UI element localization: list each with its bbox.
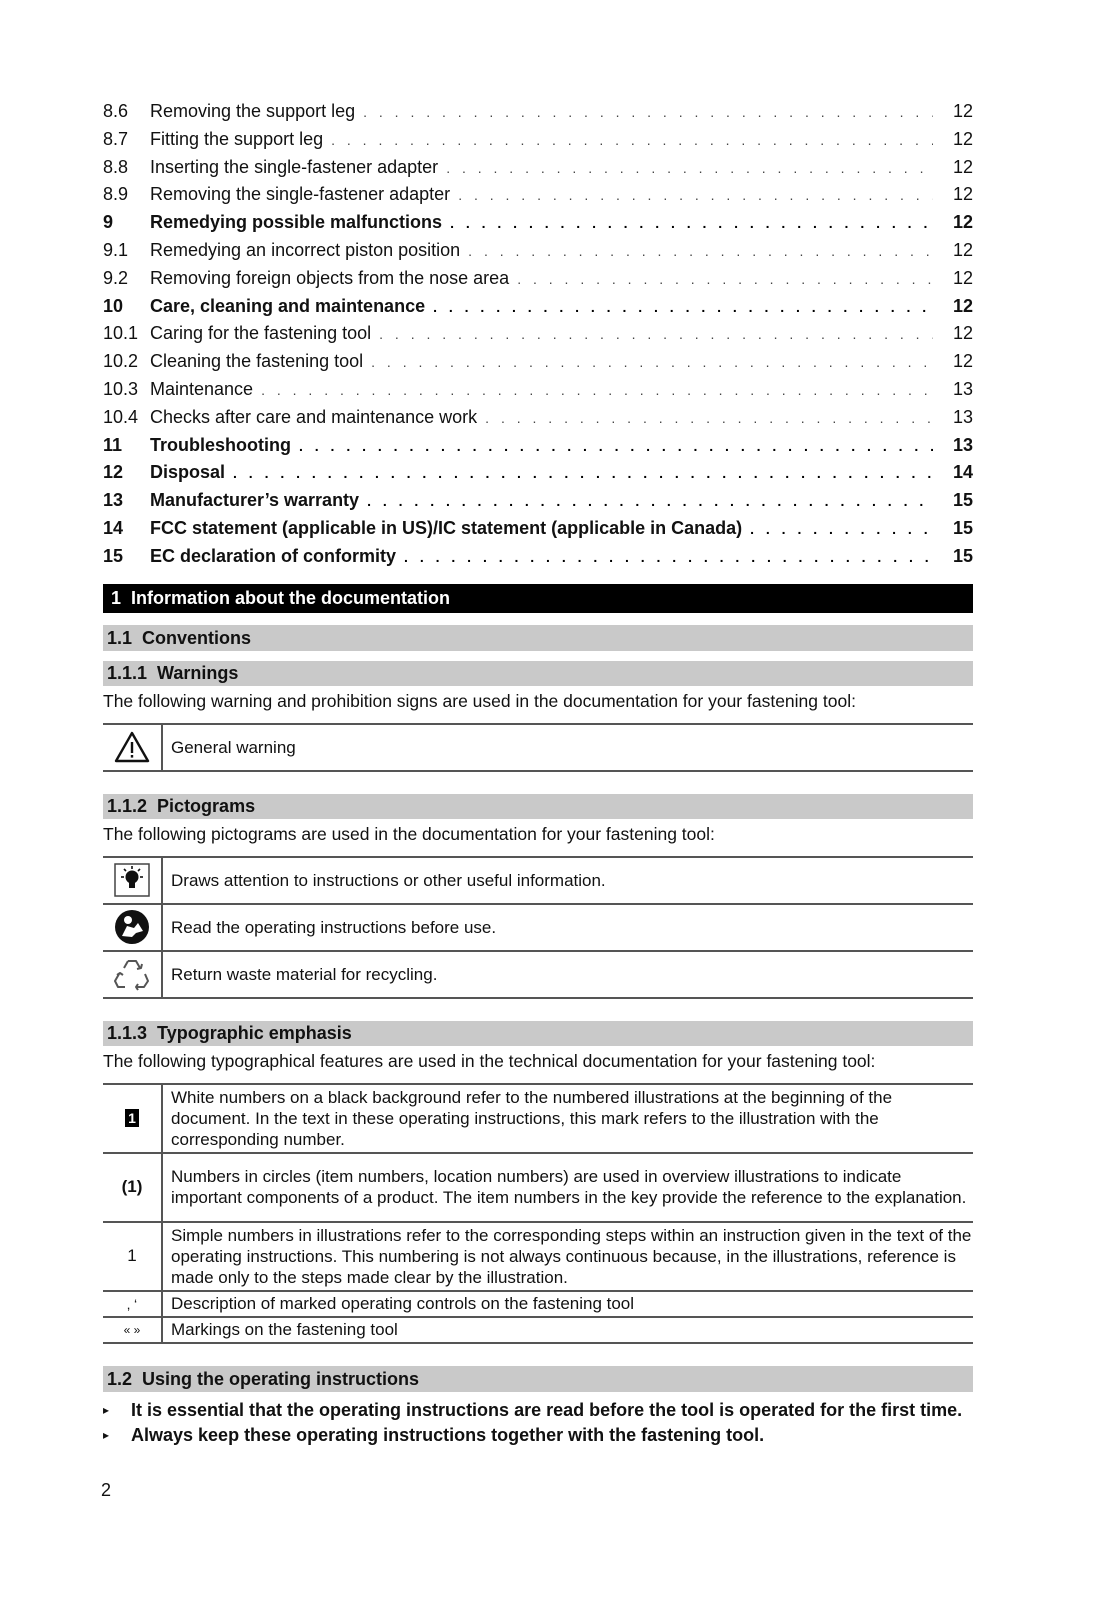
section-heading-1-1 (103, 625, 973, 651)
toc-title: Remedying an incorrect piston position (150, 239, 461, 260)
toc-title: Remedying possible malfunctions (150, 212, 443, 233)
table-row (103, 904, 973, 951)
toc-number: 10.2 (103, 351, 139, 372)
quote-marks-symbol: ‚ ‘ (126, 1295, 138, 1312)
toc-page-number: 12 (952, 323, 973, 344)
toc-number: 14 (103, 517, 124, 538)
toc-entry[interactable] (103, 459, 973, 487)
table-row (103, 951, 973, 998)
toc-title: Inserting the single-fastener adapter (150, 156, 439, 177)
typographic-table (103, 1083, 973, 1344)
lightbulb-icon (114, 863, 150, 897)
toc-page-number: 12 (952, 101, 973, 121)
toc-number: 8.6 (103, 101, 129, 121)
toc-entry[interactable] (103, 376, 973, 404)
toc-page-number: 12 (952, 239, 973, 260)
toc-leader-dots (299, 433, 933, 460)
document-page (103, 98, 973, 1448)
toc-page-number: 12 (952, 128, 973, 149)
toc-entry[interactable] (103, 209, 973, 237)
section-number: 1.1.3 (107, 1022, 148, 1043)
section-title: Typographic emphasis (157, 1022, 352, 1043)
section-number: 1.2 (107, 1368, 133, 1389)
section-title: Information about the documentation (131, 587, 450, 608)
toc-leader-dots (450, 210, 933, 237)
section-heading-1-1-2 (103, 794, 973, 819)
section-title: Pictograms (157, 795, 256, 816)
table-cell: Markings on the fastening tool (162, 1317, 973, 1343)
toc-page-number: 13 (952, 434, 973, 455)
pictograms-intro: The following pictograms are used in the documentation for your fastening tool: (103, 823, 715, 844)
toc-entry[interactable] (103, 154, 973, 182)
toc-entry[interactable] (103, 515, 973, 543)
icon-cell (103, 1084, 162, 1153)
toc-number: 12 (103, 462, 124, 483)
toc-entry[interactable] (103, 487, 973, 515)
toc-page-number: 14 (952, 462, 973, 483)
toc-entry[interactable] (103, 543, 973, 571)
bullet-arrow-icon: ▸ (103, 1402, 110, 1417)
toc-entry[interactable] (103, 404, 973, 432)
toc-leader-dots (379, 321, 933, 348)
toc-page-number: 12 (952, 267, 973, 288)
toc-page-number: 15 (952, 517, 973, 538)
toc-title: Checks after care and maintenance work (150, 406, 478, 427)
toc-page-number: 15 (952, 490, 973, 511)
icon-cell (103, 1153, 162, 1222)
black-number-symbol: 1 (125, 1109, 139, 1127)
toc-page-number: 12 (952, 351, 973, 372)
icon-cell (103, 1222, 162, 1291)
section-number: 1.1 (107, 627, 133, 648)
icon-cell (103, 1317, 162, 1343)
toc-leader-dots (367, 488, 933, 515)
toc-page-number: 12 (952, 156, 973, 177)
toc-page-number: 13 (952, 378, 973, 399)
table-row (103, 1291, 973, 1317)
toc-entry[interactable] (103, 320, 973, 348)
read-manual-icon (114, 909, 150, 945)
pictograms-table (103, 856, 973, 999)
table-of-contents (103, 98, 973, 571)
section-heading-1-1-1 (103, 661, 973, 686)
section-title: Conventions (142, 627, 252, 648)
icon-cell (103, 724, 162, 771)
toc-leader-dots (261, 377, 933, 404)
toc-number: 8.7 (103, 128, 129, 149)
toc-number: 15 (103, 545, 124, 566)
list-item (103, 1423, 973, 1448)
page-number: 2 (101, 1480, 112, 1500)
toc-leader-dots (371, 349, 933, 376)
table-row (103, 1317, 973, 1343)
simple-number-symbol: 1 (127, 1246, 137, 1266)
table-cell: General warning (162, 724, 973, 771)
table-row (103, 724, 973, 771)
typographic-intro: The following typographical features are used in the technical documentation for your fastening tool: (103, 1050, 876, 1071)
toc-entry[interactable] (103, 432, 973, 460)
toc-title: Disposal (150, 462, 226, 483)
bullet-text: Always keep these operating instructions together with the fastening tool. (131, 1424, 765, 1445)
toc-entry[interactable] (103, 181, 973, 209)
instruction-bullets (103, 1398, 973, 1448)
toc-title: Removing the single-fastener adapter (150, 184, 451, 205)
toc-title: Troubleshooting (150, 434, 291, 455)
warnings-table (103, 723, 973, 772)
toc-title: EC declaration of conformity (150, 545, 397, 566)
toc-number: 8.9 (103, 184, 129, 205)
section-number: 1 (111, 587, 122, 608)
table-row (103, 857, 973, 904)
toc-number: 10.3 (103, 378, 139, 399)
bullet-arrow-icon: ▸ (103, 1427, 110, 1442)
section-heading-1 (103, 584, 973, 613)
warnings-intro: The following warning and prohibition signs are used in the documentation for your fastening tool: (103, 690, 856, 711)
section-heading-1-1-3 (103, 1021, 973, 1046)
toc-entry[interactable] (103, 265, 973, 293)
section-title: Using the operating instructions (142, 1368, 420, 1389)
circled-number-symbol: (1) (121, 1177, 143, 1197)
toc-number: 11 (103, 434, 123, 455)
table-row (103, 1084, 973, 1153)
toc-leader-dots (331, 127, 933, 154)
toc-entry[interactable] (103, 237, 973, 265)
toc-title: Fitting the support leg (150, 128, 324, 149)
toc-page-number: 12 (952, 184, 973, 205)
toc-number: 10.4 (103, 406, 139, 427)
section-number: 1.1.1 (107, 662, 148, 683)
toc-leader-dots (517, 266, 933, 293)
warning-triangle-icon (114, 731, 150, 763)
toc-number: 9.1 (103, 239, 129, 260)
table-cell: Return waste material for recycling. (162, 951, 973, 998)
toc-number: 9.2 (103, 267, 129, 288)
list-item (103, 1398, 973, 1423)
toc-number: 13 (103, 490, 124, 511)
table-cell: White numbers on a black background refer to the numbered illustrations at the beginning of the document. In the text in these operating instructions, this mark refers to the illustration with the corresponding number. (162, 1084, 973, 1153)
toc-number: 8.8 (103, 156, 129, 177)
toc-number: 10.1 (103, 323, 139, 344)
section-heading-1-2 (103, 1366, 973, 1392)
toc-number: 9 (103, 212, 114, 233)
toc-title: Maintenance (150, 378, 254, 399)
table-cell: Simple numbers in illustrations refer to the corresponding steps within an instruction given in the text of the operating instructions. This numbering is not always continuous because, in the illustrations, reference is made only to the steps made clear by the illustration. (162, 1222, 973, 1291)
toc-leader-dots (433, 294, 933, 321)
icon-cell (103, 1291, 162, 1317)
toc-entry[interactable] (103, 348, 973, 376)
toc-entry[interactable] (103, 98, 973, 126)
icon-cell (103, 857, 162, 904)
toc-page-number: 12 (952, 295, 973, 316)
icon-cell (103, 904, 162, 951)
toc-title: Removing foreign objects from the nose area (150, 267, 510, 288)
section-number: 1.1.2 (107, 795, 148, 816)
icon-cell (103, 951, 162, 998)
section-title: Warnings (157, 662, 239, 683)
toc-entry[interactable] (103, 293, 973, 321)
bullet-text: It is essential that the operating instructions are read before the tool is operated for the first time. (131, 1399, 963, 1420)
toc-leader-dots (404, 544, 933, 571)
table-cell: Read the operating instructions before use. (162, 904, 973, 951)
toc-title: Removing the support leg (150, 101, 356, 121)
toc-leader-dots (446, 155, 933, 182)
toc-title: Care, cleaning and maintenance (150, 295, 426, 316)
toc-title: FCC statement (applicable in US)/IC statement (applicable in Canada) (150, 517, 743, 538)
recycle-icon (113, 956, 151, 992)
toc-leader-dots (485, 405, 933, 432)
toc-title: Caring for the fastening tool (150, 323, 372, 344)
toc-leader-dots (750, 516, 933, 543)
toc-page-number: 13 (952, 406, 973, 427)
toc-leader-dots (458, 182, 933, 209)
toc-page-number: 12 (952, 212, 973, 233)
table-cell: Description of marked operating controls on the fastening tool (162, 1291, 973, 1317)
toc-title: Cleaning the fastening tool (150, 351, 364, 372)
toc-leader-dots (468, 238, 933, 265)
table-cell: Draws attention to instructions or other useful information. (162, 857, 973, 904)
table-cell: Numbers in circles (item numbers, location numbers) are used in overview illustrations to indicate important components of a product. The item numbers in the key provide the reference to the explanation. (162, 1153, 973, 1222)
toc-leader-dots (233, 460, 933, 487)
table-row (103, 1222, 973, 1291)
toc-leader-dots (363, 99, 933, 126)
table-row (103, 1153, 973, 1222)
toc-entry[interactable] (103, 126, 973, 154)
toc-page-number: 15 (952, 545, 973, 566)
guillemets-symbol: « » (123, 1322, 141, 1337)
toc-title: Manufacturer’s warranty (150, 490, 360, 511)
toc-number: 10 (103, 295, 124, 316)
